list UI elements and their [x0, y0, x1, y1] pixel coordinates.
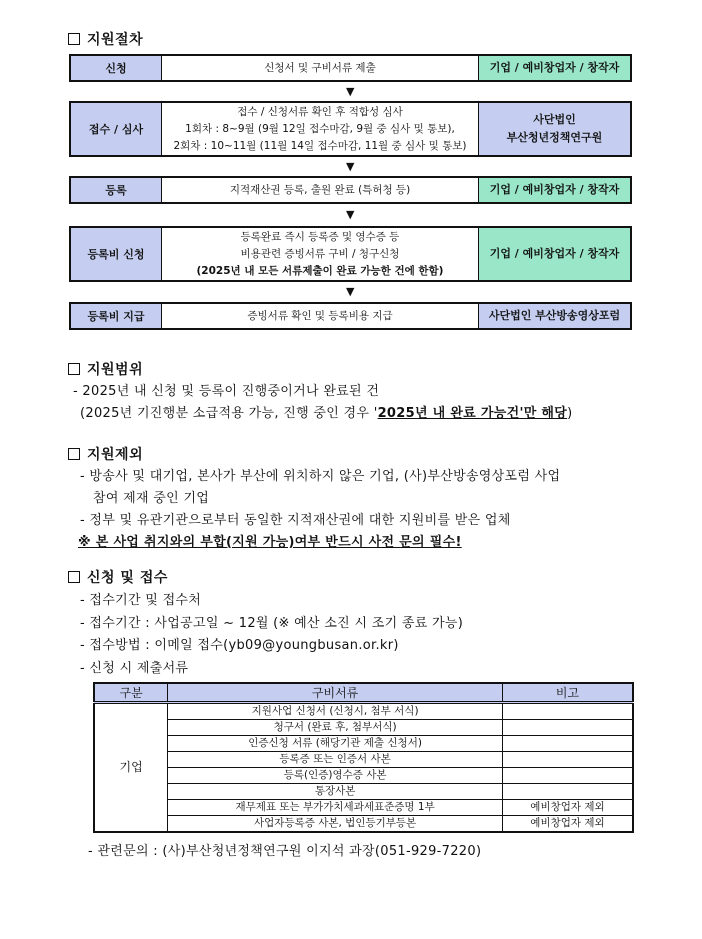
note-cell [502, 703, 633, 720]
table-header-row [94, 683, 633, 703]
flow-desc [162, 304, 479, 328]
flow-stage: 접수 / 심사 [71, 103, 162, 155]
flow-step-apply [69, 54, 632, 82]
note-cell: 예비창업자 제외 [502, 816, 633, 833]
exclusion-line-1: - 방송사 및 대기업, 본사가 부산에 위치하지 않은 기업, (사)부산방송영상포럼 사업 [80, 469, 561, 484]
desc-line: 증빙서류 확인 및 등록비용 지급 [247, 309, 393, 322]
flow-actor [479, 304, 630, 328]
doc-cell: 사업자등록증 사본, 법인등기부등본 [168, 816, 503, 833]
checkbox-square-icon [68, 363, 80, 375]
column-header-documents: 구비서류 [168, 683, 503, 703]
desc-line: 등록완료 즉시 등록증 및 영수증 등 [240, 230, 400, 243]
exclusion-line-2: - 정부 및 유관기관으로부터 동일한 지적재산권에 대한 지원비를 받은 업체 [80, 513, 511, 528]
scope-line-2-prefix: (2025년 기진행분 소급적용 가능, 진행 중인 경우 ' [80, 406, 378, 421]
flow-stage: 신청 [71, 56, 162, 80]
doc-cell: 등록증 또는 인증서 사본 [168, 752, 503, 768]
flow-stage: 등록비 신청 [71, 228, 162, 280]
flow-step-fee-request [69, 226, 632, 282]
table-row [94, 784, 633, 800]
category-cell: 기업 [94, 703, 168, 833]
desc-line: (2025년 내 모든 서류제출이 완료 가능한 건에 한함) [196, 264, 444, 277]
note-cell [502, 784, 633, 800]
checkbox-square-icon [68, 571, 80, 583]
scope-line-2 [80, 402, 573, 421]
desc-line: 비용관련 증빙서류 구비 / 청구신청 [240, 247, 400, 260]
flow-desc [162, 228, 479, 280]
flow-actor [479, 103, 630, 155]
actor-line: 기업 / 예비창업자 / 창작자 [489, 61, 620, 74]
scope-line-1: - 2025년 내 신청 및 등록이 진행중이거나 완료된 건 [73, 384, 380, 399]
column-header-note: 비고 [502, 683, 633, 703]
actor-line: 기업 / 예비창업자 / 창작자 [489, 183, 620, 196]
actor-line: 기업 / 예비창업자 / 창작자 [489, 247, 620, 260]
doc-cell: 통장사본 [168, 784, 503, 800]
contact-info: - 관련문의 : (사)부산청년정책연구원 이지석 과장(051-929-7220) [88, 844, 482, 859]
doc-cell: 지원사업 신청서 (신청시, 첨부 서식) [168, 703, 503, 720]
desc-line: 신청서 및 구비서류 제출 [264, 61, 376, 74]
scope-line-2-suffix: ) [567, 406, 573, 421]
doc-cell: 재무제표 또는 부가가치세과세표준증명 1부 [168, 800, 503, 816]
application-line-3: - 접수방법 : 이메일 접수(yb09@youngbusan.or.kr) [80, 638, 399, 653]
desc-line: 접수 / 신청서류 확인 후 적합성 심사 [237, 105, 403, 118]
section-title-text: 지원제외 [87, 447, 144, 463]
down-arrow-icon: ▼ [346, 85, 355, 98]
doc-cell: 등록(인증)영수증 사본 [168, 768, 503, 784]
table-row [94, 752, 633, 768]
section-title-text: 지원범위 [87, 362, 144, 378]
down-arrow-icon: ▼ [346, 208, 355, 221]
flow-stage: 등록비 지급 [71, 304, 162, 328]
actor-line: 부산청년정책연구원 [506, 131, 603, 144]
column-header-category: 구분 [94, 683, 168, 703]
note-cell [502, 736, 633, 752]
exclusion-line-1-cont: 참여 제재 중인 기업 [93, 491, 210, 506]
table-row [94, 720, 633, 736]
table-row [94, 703, 633, 720]
note-cell [502, 720, 633, 736]
table-row [94, 816, 633, 833]
scope-line-2-emphasis: 2025년 내 완료 가능건'만 해당 [377, 406, 568, 421]
section-title-exclusion [68, 444, 143, 464]
flow-actor [479, 228, 630, 280]
flow-step-fee-payment [69, 302, 632, 330]
desc-line: 1회차 : 8~9월 (9월 12일 접수마감, 9월 중 심사 및 통보), [185, 122, 455, 135]
application-line-1: - 접수기간 및 접수처 [80, 593, 202, 608]
actor-line: 사단법인 [533, 113, 576, 126]
actor-line: 사단법인 부산방송영상포럼 [488, 309, 621, 322]
application-line-2: - 접수기간 : 사업공고일 ~ 12월 (※ 예산 소진 시 조기 종료 가능) [80, 616, 464, 631]
table-row [94, 736, 633, 752]
note-cell [502, 752, 633, 768]
checkbox-square-icon [68, 448, 80, 460]
section-title-scope [68, 359, 143, 379]
section-title-text: 지원절차 [87, 32, 144, 48]
flow-actor [479, 56, 630, 80]
note-cell: 예비창업자 제외 [502, 800, 633, 816]
flow-desc [162, 103, 479, 155]
flow-desc [162, 178, 479, 202]
down-arrow-icon: ▼ [346, 160, 355, 173]
note-cell [502, 768, 633, 784]
flow-actor [479, 178, 630, 202]
section-title-application [68, 567, 168, 587]
flow-step-register [69, 176, 632, 204]
exclusion-note: ※ 본 사업 취지와의 부합(지원 가능)여부 반드시 사전 문의 필수! [78, 535, 462, 550]
flow-desc [162, 56, 479, 80]
flow-stage: 등록 [71, 178, 162, 202]
down-arrow-icon: ▼ [346, 285, 355, 298]
table-row [94, 768, 633, 784]
required-documents-table [93, 682, 634, 833]
table-row [94, 800, 633, 816]
desc-line: 지적재산권 등록, 출원 완료 (특허청 등) [229, 183, 411, 196]
doc-cell: 청구서 (완료 후, 첨부서식) [168, 720, 503, 736]
flow-step-review [69, 101, 632, 157]
section-title-text: 신청 및 접수 [87, 570, 168, 586]
desc-line: 2회차 : 10~11월 (11월 14일 접수마감, 11월 중 심사 및 통보) [173, 139, 467, 152]
doc-cell: 인증신청 서류 (해당기관 제출 신청서) [168, 736, 503, 752]
application-line-4: - 신청 시 제출서류 [80, 661, 189, 676]
section-title-procedure [68, 29, 143, 49]
checkbox-square-icon [68, 33, 80, 45]
